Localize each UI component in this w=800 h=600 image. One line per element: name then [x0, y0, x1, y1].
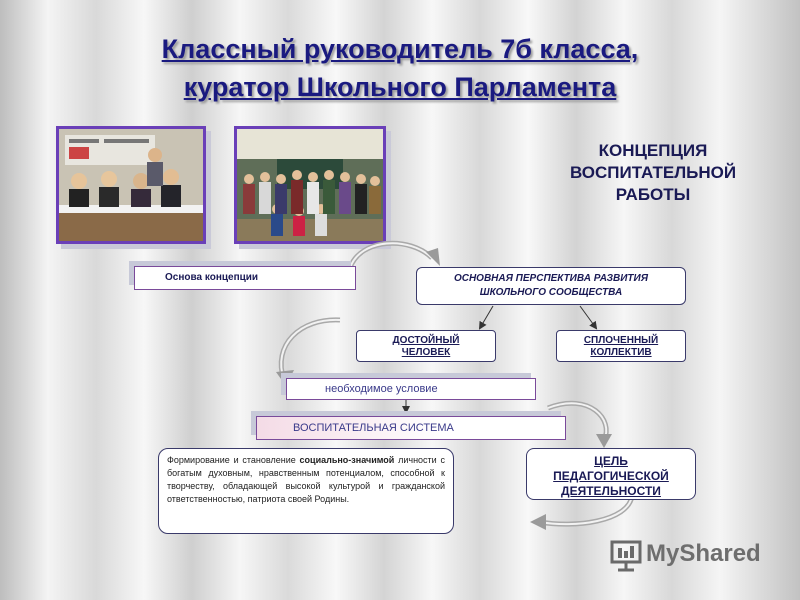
main-perspective-line-1: ОСНОВНАЯ ПЕРСПЕКТИВА РАЗВИТИЯ [453, 273, 649, 284]
arrow-to-united-team [580, 306, 596, 328]
main-perspective-line-2: ШКОЛЬНОГО СООБЩЕСТВА [479, 287, 623, 298]
formation-text-box [158, 448, 454, 534]
united-team-line-1: СПЛОЧЕННЫЙ [583, 335, 659, 346]
goal-line-1: ЦЕЛЬ [594, 454, 628, 468]
goal-line-2: ПЕДАГОГИЧЕСКОЙ [553, 469, 669, 483]
title-line-2: куратор Школьного Парламента [183, 72, 617, 102]
basis-label: Основа концепции [165, 272, 259, 283]
education-system-label: ВОСПИТАТЕЛЬНАЯ СИСТЕМА [293, 422, 454, 434]
concept-heading-line-2: ВОСПИТАТЕЛЬНОЙ [569, 163, 737, 182]
title-line-1: Классный руководитель 7б класса, [161, 34, 639, 64]
logo-text: MyShared [646, 540, 761, 567]
formation-text-bold: социально-значимой [299, 455, 395, 465]
curved-arrow-bottom [540, 496, 632, 524]
worthy-person-box [356, 330, 496, 362]
united-team-line-2: КОЛЛЕКТИВ [590, 347, 652, 358]
necessary-condition-box [286, 378, 536, 400]
necessary-condition-label: необходимое условие [325, 383, 438, 395]
myshared-logo[interactable] [610, 536, 780, 576]
concept-heading-line-3: РАБОТЫ [615, 185, 691, 204]
formation-text-part-2: личности с богатым духовным, нравственным потенциалом, способной к творчеству, обладающей высокой культурой и гражданской ответственностью, патриота своей Родины. [167, 455, 445, 504]
main-perspective-box [416, 267, 686, 305]
goal-box [526, 448, 696, 500]
formation-text-part-1: Формирование и становление [167, 455, 300, 465]
concept-heading-line-1: КОНЦЕПЦИЯ [598, 141, 708, 160]
united-team-box [556, 330, 686, 362]
worthy-person-line-2: ЧЕЛОВЕК [401, 347, 451, 358]
presentation-board-icon [610, 538, 642, 572]
formation-text [167, 454, 445, 506]
basis-label-box [134, 266, 356, 290]
arrow-to-worthy-person [480, 306, 493, 328]
goal-line-3: ДЕЯТЕЛЬНОСТИ [561, 484, 661, 498]
worthy-person-line-1: ДОСТОЙНЫЙ [392, 335, 460, 346]
education-system-box [256, 416, 566, 440]
curved-arrow-top [350, 243, 432, 268]
